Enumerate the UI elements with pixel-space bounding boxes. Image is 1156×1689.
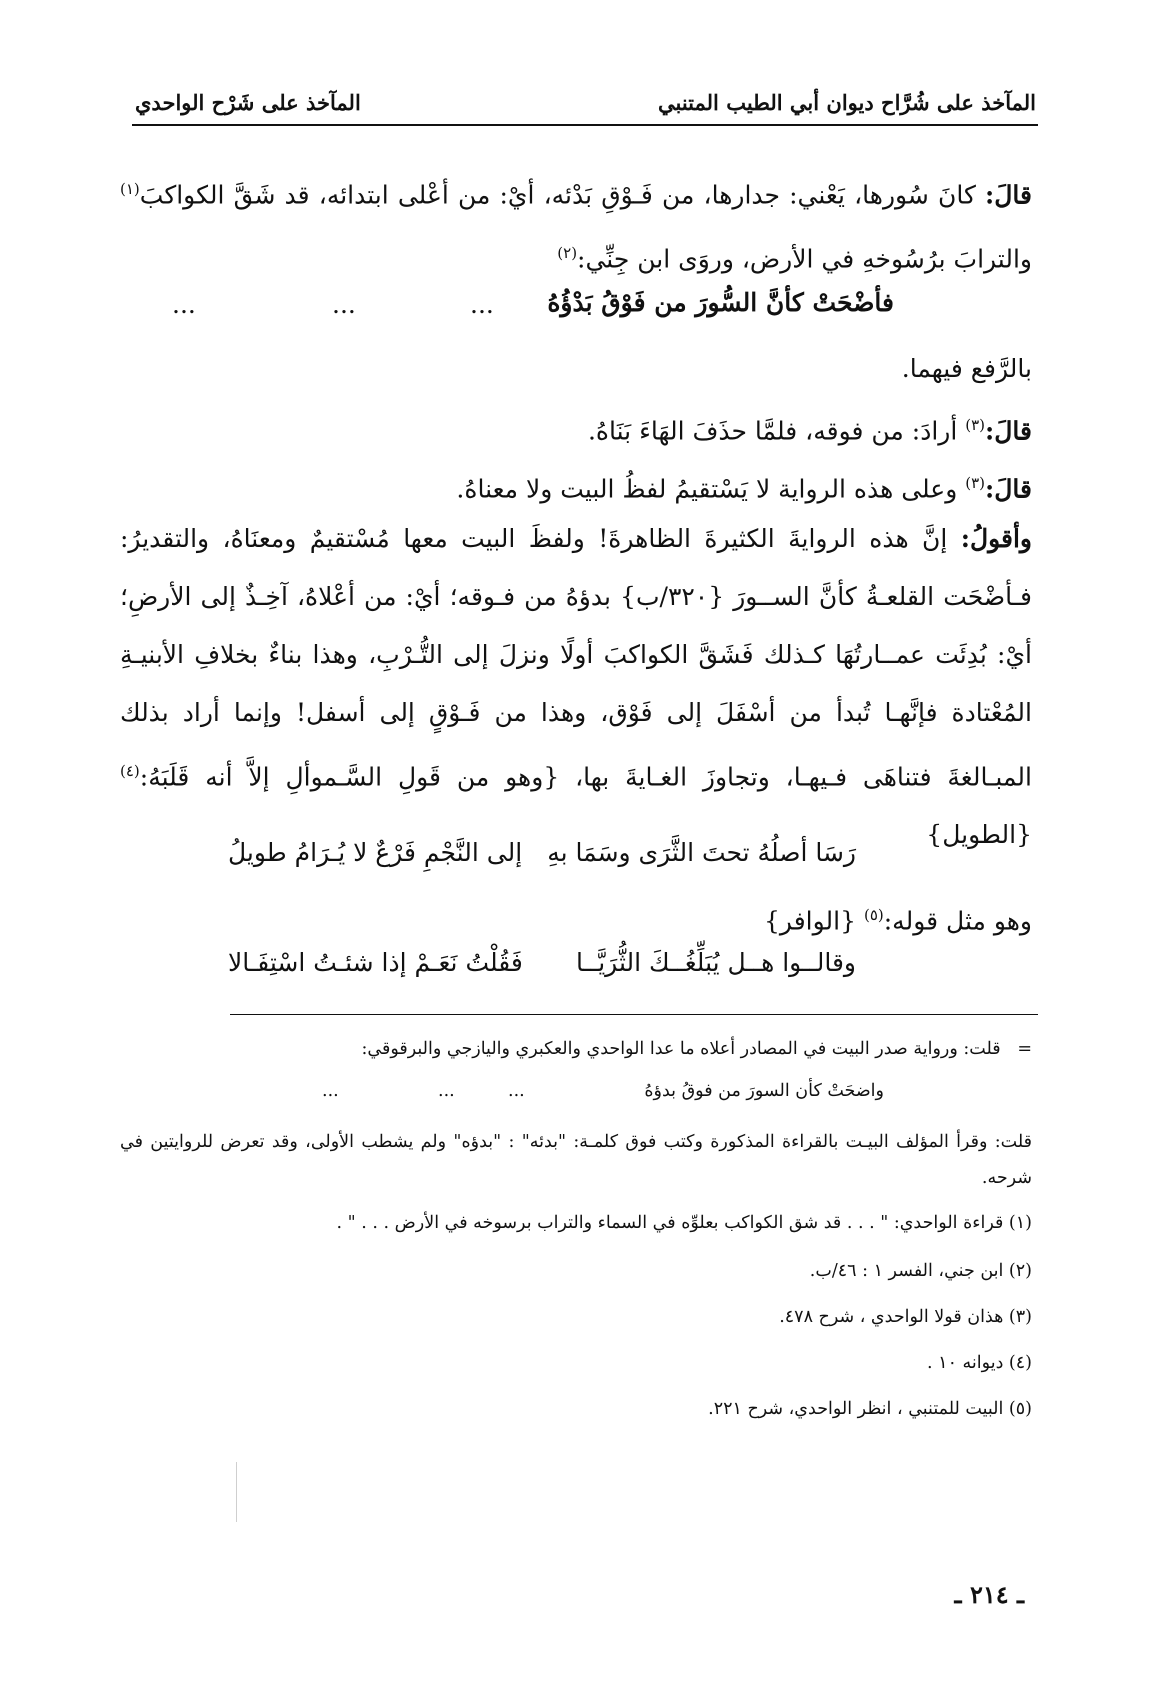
verse-hemistich: رَسَا أصلُهُ تحتَ الثَّرَى وسَمَا بهِ [547, 838, 856, 867]
verse-ellipsis: ... [332, 290, 356, 319]
speaker-label: وأقولُ: [960, 524, 1032, 553]
footnote-ref: (٣) [965, 474, 986, 492]
header-rule [132, 124, 1038, 126]
footnote-verse-ellipsis: ... [438, 1081, 455, 1101]
paragraph-text: بالرَّفع فيهما. [901, 354, 1032, 383]
paragraph-text: كانَ سُورها، يَعْني: جدارها، من فَـوْقِ بَدْئه، أيْ: من أعْلى ابتدائه، قد شَقَّ الكواكبَ [139, 180, 986, 210]
paragraph-text: وعلى هذه الرواية لا يَسْتقيمُ لفظُ البيت ولا معناهُ. [456, 474, 966, 504]
verse-hemistich: إلى النَّجْمِ فَرْعٌ لا يُـرَامُ طويلُ [228, 838, 523, 867]
paragraph-2 [120, 340, 1032, 398]
footnote-ref: (٥) [863, 906, 884, 924]
footnote-verse-ellipsis: ... [508, 1081, 525, 1101]
footnote-verse: واضحَتْ كأن السورَ من فوقُ بدؤهُ [644, 1081, 884, 1101]
paragraph-text: إنَّ هذه الروايةَ الكثيرةَ الظاهرةَ! ولفظَ البيت معها مُسْتقيمٌ ومعنَاهُ، والتقديرُ: فـأضْحَت القلعـةُ كأنَّ الســورَ {٣٢٠/ب} بدؤهُ من فـوقه؛ أيْ: من أعْلاهُ، آخِـذٌ إلى الأرضِ؛ أيْ: بُدِئَت عمــارتُهَا كـذلك فَشَقَّ الكواكبَ أولًا ونزلَ إلى التُّـرْبِ، وهذا بناءٌ بخلافِ الأبنيـةِ المُعْتادة فإنَّهـا تُبدأ من أسْفَلَ إلى فَوْق، وهذا من فَـوْقٍ إلى أسفل! وإنما أراد بذلك المبـالغةَ فتناهَى فـيهـا، وتجاوزَ الغـايةَ بها، {وهو من قَولِ السَّـموألِ إلاَّ أنه قَلَبَهُ: [120, 524, 1032, 792]
running-header-right: المآخذ على شُرَّاح ديوان أبي الطيب المتنبي [658, 90, 1036, 115]
verse-ellipsis: ... [470, 290, 494, 319]
page-number: ـ ٢١٤ ـ [954, 1580, 1024, 1609]
paragraph-3 [120, 396, 1032, 460]
speaker-label: قالَ: [985, 474, 1032, 504]
footnote-4: (٤) ديوانه ١٠ . [927, 1353, 1032, 1373]
paragraph-6 [120, 886, 1032, 950]
verse-ellipsis: ... [172, 290, 196, 319]
footnote-continuation [120, 1036, 1032, 1063]
running-header-left: المآخذ على شَرْح الواحدي [135, 90, 361, 115]
verse-hemistich: فأضْحَتْ كأنَّ السُّورَ من فَوْقُ بَدْؤُهُ [547, 288, 894, 317]
footnote-3: (٣) هذان قولا الواحدي ، شرح ٤٧٨. [779, 1307, 1032, 1327]
meter-label: {الطويل} [926, 820, 1032, 850]
paragraph-text: وهو مثل قوله: [883, 906, 1032, 936]
paragraph-1 [120, 160, 1032, 289]
paragraph-text: أرادَ: من فوقه، فلمَّا حذَفَ الهَاءَ بَنَاهُ. [587, 416, 966, 446]
footnote-2: (٢) ابن جني، الفسر ١ : ٤٦/ب. [809, 1261, 1032, 1281]
verse-hemistich: وقالــوا هــل يُبَلِّغُــكَ الثُّرَيَّــا [575, 948, 856, 977]
speaker-label: قالَ: [985, 180, 1032, 210]
footnote-ref: (١) [120, 180, 140, 198]
footnote-ref: (٢) [557, 244, 578, 263]
paragraph-text: والترابَ برُسُوخهِ في الأرض، وروَى ابن جِنِّي: [577, 244, 1032, 274]
footnote-ref: (٣) [965, 416, 986, 434]
meter-label: {الوافر} [764, 906, 864, 936]
paragraph-5 [120, 510, 1032, 864]
paragraph-4 [120, 454, 1032, 518]
footnote-text: قلت: ورواية صدر البيت في المصادر أعلاه ما عدا الواحدي والعكبري واليازجي والبرقوقي: [361, 1039, 1001, 1059]
verse-hemistich: فَقُلْتُ نَعَـمْ إذا شئـتُ اسْتِفَـالا [228, 948, 523, 977]
footnote-5: (٥) البيت للمتنبي ، انظر الواحدي، شرح ٢٢١. [708, 1399, 1032, 1419]
footnote-ref: (٤) [120, 762, 140, 780]
footnote-verse-ellipsis: ... [322, 1081, 339, 1101]
footnote-text-block: قلت: وقرأ المؤلف البيـت بالقراءة المذكورة وكتب فوق كلمـة: "بدئه" : "بدؤه" ولم يشطب الأولى، وقد تعرض للروايتين في شرحه. [120, 1132, 1032, 1188]
footnote-separator [230, 1014, 1038, 1015]
scan-mark [236, 1462, 237, 1522]
speaker-label: قالَ: [985, 416, 1032, 446]
footnote-1: (١) قراءة الواحدي: " . . . قد شق الكواكب بعلوِّه في السماء والتراب برسوخه في الأرض . . . " . [336, 1213, 1032, 1233]
continuation-mark: = [1017, 1039, 1032, 1059]
